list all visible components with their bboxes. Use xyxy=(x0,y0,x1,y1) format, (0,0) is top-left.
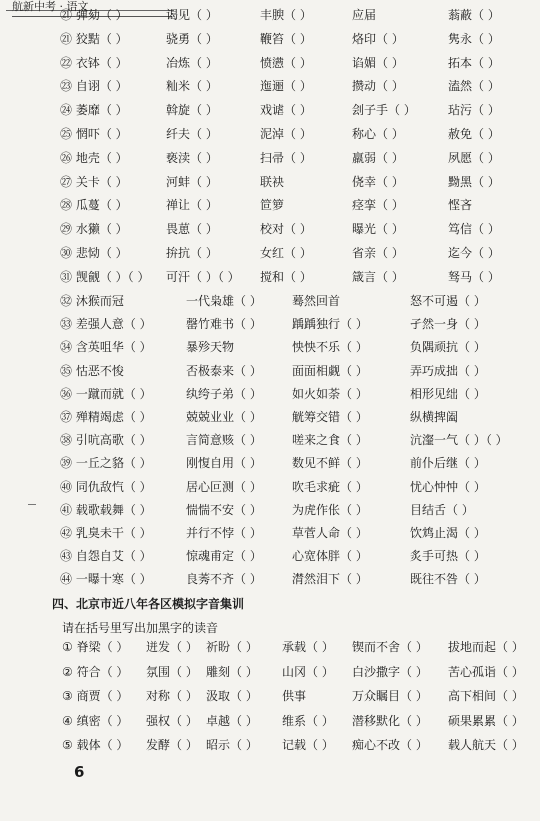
exercise-item: 攒动（ ） xyxy=(352,79,404,94)
pronunciation-item: 雕刻（ ） xyxy=(206,664,258,679)
exercise-item: 称心（ ） xyxy=(352,127,404,141)
exercise-item: 亵渎（ ） xyxy=(166,150,218,165)
exercise-row xyxy=(0,429,540,451)
exercise-row xyxy=(0,290,540,312)
exercise-item: 扫帚（ ） xyxy=(260,150,312,165)
exercise-item: 曝光（ ） xyxy=(352,222,404,237)
exercise-item: ㉔ 萎靡（ ） xyxy=(60,103,128,118)
exercise-item: 既往不咎（ ） xyxy=(410,572,486,587)
exercise-item: 暴殄天物 xyxy=(186,340,235,355)
exercise-item: 心宽体胖（ ） xyxy=(292,549,368,564)
pronunciation-item: 山冈（ ） xyxy=(282,664,334,679)
exercise-item: ㉑ 弹劾（ ） xyxy=(60,8,128,22)
pronunciation-item: 高下相间（ ） xyxy=(448,689,524,703)
exercise-item: 觥筹交错（ ） xyxy=(292,410,368,424)
exercise-item: 弄巧成拙（ ） xyxy=(410,363,486,378)
exercise-row xyxy=(0,147,540,169)
exercise-item: ㊱ 一蹴而就（ ） xyxy=(60,386,152,401)
pronunciation-item: 祈盼（ ） xyxy=(206,640,258,654)
exercise-item: 良莠不齐（ ） xyxy=(186,572,262,587)
exercise-item: 烙印（ ） xyxy=(352,31,404,46)
exercise-item: 悭吝 xyxy=(448,198,473,213)
exercise-item: 孑然一身（ ） xyxy=(410,317,486,332)
exercise-item: ㉟ 怙恶不悛 xyxy=(60,363,124,378)
exercise-item: 目结舌（ ） xyxy=(410,502,474,517)
exercise-item: 相形见绌（ ） xyxy=(410,386,486,401)
section4-instruction: 请在括号里写出加黑字的读音 xyxy=(62,621,219,635)
exercise-row xyxy=(0,242,540,264)
pronunciation-item: 维系（ ） xyxy=(282,713,334,728)
exercise-item: 畏葸（ ） xyxy=(166,222,218,237)
exercise-item: 蓦然回首 xyxy=(292,294,341,308)
exercise-item: 隽永（ ） xyxy=(448,31,500,46)
exercise-item: 纵横捭阖 xyxy=(410,410,459,424)
pronunciation-item: 卓越（ ） xyxy=(206,713,258,728)
exercise-item: 如火如荼（ ） xyxy=(292,386,368,401)
exercise-item: ㉝ 差强人意（ ） xyxy=(60,317,152,332)
exercise-row xyxy=(0,452,540,474)
exercise-item: 刽子手（ ） xyxy=(352,103,416,118)
exercise-item: 兢兢业业（ ） xyxy=(186,410,262,424)
running-header: 航新中考 · 语文 xyxy=(12,0,172,17)
exercise-item: 搅和（ ） xyxy=(260,269,312,284)
exercise-item: 籼米（ ） xyxy=(166,79,218,94)
page-number: 6 xyxy=(74,763,85,781)
exercise-item: 笸箩 xyxy=(260,198,285,213)
exercise-row xyxy=(0,218,540,240)
exercise-item: 女红（ ） xyxy=(260,246,312,260)
exercise-item: 应届 xyxy=(352,8,377,22)
exercise-item: 谒见（ ） xyxy=(166,8,218,22)
exercise-row xyxy=(0,336,540,358)
exercise-item: 戏谑（ ） xyxy=(260,103,312,118)
exercise-item: ㉙ 水獭（ ） xyxy=(60,222,128,237)
exercise-item: 禅让（ ） xyxy=(166,198,218,213)
exercise-item: 谄媚（ ） xyxy=(352,55,404,70)
exercise-item: 惴惴不安（ ） xyxy=(186,502,262,517)
pronunciation-row xyxy=(0,636,540,658)
exercise-item: ㉘ 瓜蔓（ ） xyxy=(60,198,128,213)
exercise-item: 沆瀣一气（ ）（ ） xyxy=(410,433,508,448)
exercise-item: ㊲ 殚精竭虑（ ） xyxy=(60,410,152,424)
pronunciation-item: 载人航天（ ） xyxy=(448,738,524,752)
exercise-item: ㉖ 地壳（ ） xyxy=(60,150,128,165)
exercise-item: 草菅人命（ ） xyxy=(292,526,368,540)
exercise-item: 数见不鲜（ ） xyxy=(292,456,368,471)
pronunciation-item: 迸发（ ） xyxy=(146,640,198,654)
exercise-row xyxy=(0,52,540,74)
exercise-row xyxy=(0,568,540,590)
exercise-item: 言简意赅（ ） xyxy=(186,433,262,448)
section4-title: 四、北京市近八年各区模拟字音集训 xyxy=(52,597,245,611)
exercise-item: 夙愿（ ） xyxy=(448,150,500,165)
pronunciation-item: ③ 商贾（ ） xyxy=(62,689,129,703)
exercise-item: 迤逦（ ） xyxy=(260,79,312,94)
pronunciation-item: 汲取（ ） xyxy=(206,689,258,703)
exercise-item: 骁勇（ ） xyxy=(166,31,218,46)
exercise-item: 侥幸（ ） xyxy=(352,174,404,189)
exercise-item: 为虎作伥（ ） xyxy=(292,502,368,517)
exercise-item: 驽马（ ） xyxy=(448,269,500,284)
exercise-row xyxy=(0,522,540,544)
exercise-item: 省亲（ ） xyxy=(352,246,404,260)
exercise-item: 负隅顽抗（ ） xyxy=(410,340,486,355)
exercise-item: ㉜ 沐猴而冠 xyxy=(60,294,124,308)
exercise-item: ㉗ 关卡（ ） xyxy=(60,174,128,189)
pronunciation-item: 氛围（ ） xyxy=(146,664,198,679)
exercise-item: 忧心忡忡（ ） xyxy=(410,479,486,494)
exercise-item: 溘然（ ） xyxy=(448,79,500,94)
exercise-item: 可汗（ ）（ ） xyxy=(166,269,240,284)
exercise-item: 嗟来之食（ ） xyxy=(292,433,368,448)
pronunciation-item: 硕果累累（ ） xyxy=(448,713,524,728)
pronunciation-row xyxy=(0,685,540,707)
exercise-item: 并行不悖（ ） xyxy=(186,526,262,540)
pronunciation-item: 苦心孤诣（ ） xyxy=(448,664,524,679)
exercise-item: ㉕ 惘吓（ ） xyxy=(60,127,128,141)
exercise-row xyxy=(0,28,540,50)
exercise-item: ㉚ 悲恸（ ） xyxy=(60,246,128,260)
exercise-item: 笃信（ ） xyxy=(448,222,500,237)
exercise-item: ㊸ 自怨自艾（ ） xyxy=(60,549,152,564)
exercise-item: ㊴ 一丘之貉（ ） xyxy=(60,456,152,471)
pronunciation-row xyxy=(0,661,540,683)
exercise-item: 刚愎自用（ ） xyxy=(186,456,262,471)
exercise-row xyxy=(0,99,540,121)
pronunciation-item: 昭示（ ） xyxy=(206,738,258,752)
exercise-item: 怏怏不乐（ ） xyxy=(292,340,368,355)
exercise-item: 玷污（ ） xyxy=(448,103,500,118)
margin-dash xyxy=(28,504,36,505)
pronunciation-item: ① 脊梁（ ） xyxy=(62,640,129,654)
exercise-item: 潸然泪下（ ） xyxy=(292,572,368,587)
exercise-row xyxy=(0,266,540,288)
exercise-item: 愤懑（ ） xyxy=(260,55,312,70)
exercise-item: 拚抗（ ） xyxy=(166,246,218,260)
exercise-item: ㉓ 自诩（ ） xyxy=(60,79,128,94)
pronunciation-item: 记载（ ） xyxy=(282,738,334,752)
exercise-item: 罄竹难书（ ） xyxy=(186,317,262,332)
exercise-item: 否极泰来（ ） xyxy=(186,363,262,378)
pronunciation-item: ④ 缜密（ ） xyxy=(62,713,129,728)
exercise-item: 踽踽独行（ ） xyxy=(292,317,368,332)
exercise-item: 怒不可遏（ ） xyxy=(410,294,486,308)
exercise-item: ㉑ 狡黠（ ） xyxy=(60,31,128,46)
exercise-item: 黝黑（ ） xyxy=(448,174,500,189)
exercise-item: 迄今（ ） xyxy=(448,246,500,260)
exercise-item: ㉒ 衣钵（ ） xyxy=(60,55,128,70)
exercise-item: 联袂 xyxy=(260,174,285,189)
exercise-item: ㊶ 载歌载舞（ ） xyxy=(60,502,152,517)
exercise-row xyxy=(0,194,540,216)
exercise-item: 吹毛求疵（ ） xyxy=(292,479,368,494)
exercise-item: 鞭笞（ ） xyxy=(260,31,312,46)
exercise-item: 惊魂甫定（ ） xyxy=(186,549,262,564)
exercise-item: 丰腴（ ） xyxy=(260,8,312,22)
exercise-item: 赦免（ ） xyxy=(448,127,500,141)
exercise-item: 斡旋（ ） xyxy=(166,103,218,118)
exercise-item: ㉛ 觊觎（ ）（ ） xyxy=(60,269,150,284)
pronunciation-item: ② 符合（ ） xyxy=(62,664,129,679)
pronunciation-row xyxy=(0,710,540,732)
exercise-item: 炙手可热（ ） xyxy=(410,549,486,564)
pronunciation-item: 对称（ ） xyxy=(146,689,198,703)
exercise-row xyxy=(0,360,540,382)
exercise-row xyxy=(0,383,540,405)
pronunciation-item: 白沙撒字（ ） xyxy=(352,664,428,679)
pronunciation-item: 发酵（ ） xyxy=(146,738,198,752)
exercise-row xyxy=(0,313,540,335)
exercise-item: 羸弱（ ） xyxy=(352,150,404,165)
exercise-item: 饮鸩止渴（ ） xyxy=(410,526,486,540)
exercise-item: 面面相觑（ ） xyxy=(292,363,368,378)
pronunciation-item: ⑤ 载体（ ） xyxy=(62,738,129,752)
pronunciation-item: 供事 xyxy=(282,689,307,703)
exercise-item: 冶炼（ ） xyxy=(166,55,218,70)
pronunciation-item: 锲而不舍（ ） xyxy=(352,640,428,654)
pronunciation-item: 痴心不改（ ） xyxy=(352,738,428,752)
exercise-item: 箴言（ ） xyxy=(352,269,404,284)
pronunciation-item: 拔地而起（ ） xyxy=(448,640,524,654)
exercise-item: 河蚌（ ） xyxy=(166,174,218,189)
exercise-row xyxy=(0,75,540,97)
pronunciation-item: 潜移默化（ ） xyxy=(352,713,428,728)
exercise-row xyxy=(0,406,540,428)
exercise-row xyxy=(0,123,540,145)
exercise-item: 纤夫（ ） xyxy=(166,127,218,141)
exercise-row xyxy=(0,476,540,498)
pronunciation-row xyxy=(0,734,540,756)
exercise-item: ㊳ 引吭高歌（ ） xyxy=(60,433,152,448)
pronunciation-item: 万众瞩目（ ） xyxy=(352,689,428,703)
exercise-item: 校对（ ） xyxy=(260,222,312,237)
exercise-row xyxy=(0,545,540,567)
exercise-item: 蓊蔽（ ） xyxy=(448,8,500,22)
exercise-item: 一代枭雄（ ） xyxy=(186,294,262,308)
exercise-item: 纨绔子弟（ ） xyxy=(186,386,262,401)
exercise-item: 痉挛（ ） xyxy=(352,198,404,213)
exercise-item: ㊵ 同仇敌忾（ ） xyxy=(60,479,152,494)
exercise-item: 前仆后继（ ） xyxy=(410,456,486,471)
exercise-item: 泥淖（ ） xyxy=(260,127,312,141)
exercise-item: ㊹ 一曝十寒（ ） xyxy=(60,572,152,587)
exercise-item: ㉞ 含英咀华（ ） xyxy=(60,340,152,355)
exercise-row xyxy=(0,4,540,26)
exercise-item: ㊷ 乳臭未干（ ） xyxy=(60,526,152,540)
exercise-row xyxy=(0,171,540,193)
pronunciation-item: 强权（ ） xyxy=(146,713,198,728)
exercise-item: 居心叵测（ ） xyxy=(186,479,262,494)
pronunciation-item: 承载（ ） xyxy=(282,640,334,654)
exercise-row xyxy=(0,499,540,521)
exercise-item: 拓本（ ） xyxy=(448,55,500,70)
